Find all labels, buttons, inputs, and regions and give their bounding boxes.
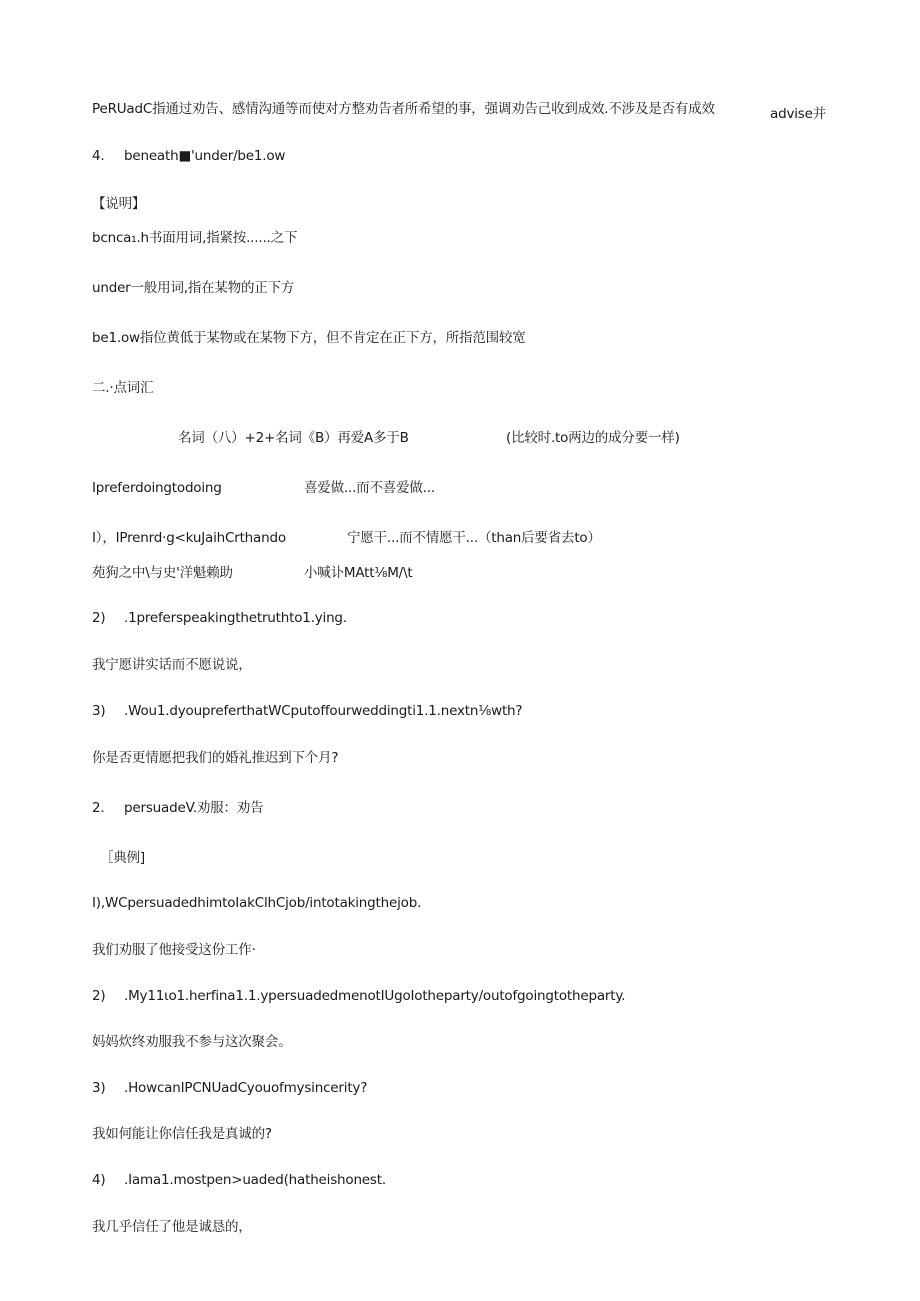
- line-under-usage: under一般用词,指在某物的正下方: [92, 280, 295, 296]
- example-translation: 妈妈炊终劝服我不参与这次聚会。: [92, 1034, 292, 1050]
- example-translation: 我宁愿讲实话而不愿说说，: [92, 657, 252, 673]
- example-sentence: [92, 609, 347, 627]
- paragraph-persuade-explanation: PeRUadC指通过劝告、感情沟通等而使对方整劝告者所希望的事，强调劝告己收到成效.不涉及是否有成效: [92, 101, 715, 117]
- example-number: 3): [92, 703, 106, 719]
- example-translation: 我几乎信任了他是诚恳的，: [92, 1219, 252, 1235]
- section-label-explanation: 【说明】: [92, 196, 146, 212]
- example-text: .Iama1.mostpen>uaded(hatheishonest.: [124, 1172, 386, 1188]
- line-prefer-doing-meaning: 喜爱做...而不喜爱做...: [304, 480, 435, 496]
- line-beneath-usage: bcnca₁.h书面用词,指紧按......之下: [92, 230, 298, 246]
- example-sentence: [92, 987, 625, 1005]
- item-number: 2.: [92, 800, 105, 816]
- example-translation: 你是否更情愿把我们的婚礼推迟到下个月?: [92, 750, 339, 766]
- example-number: 4): [92, 1172, 106, 1188]
- example-sentence: I),WCpersuadedhimtoIakClhCjob/intotakingthejob.: [92, 895, 422, 911]
- line-garbled-chinese: 苑狗之中\与史'洋魁赖助: [92, 565, 233, 581]
- item-persuade-heading: [92, 799, 263, 817]
- item-text: persuadeV.劝服：劝告: [124, 800, 264, 816]
- item-beneath-heading: [92, 147, 285, 165]
- example-text: .HowcanIPCNUadCyouofmysincerity?: [124, 1080, 368, 1096]
- example-translation: 我如何能让你信任我是真诚的?: [92, 1126, 272, 1142]
- section-label-examples: ［典例]: [100, 850, 145, 866]
- example-number: 3): [92, 1080, 106, 1096]
- example-number: 2): [92, 988, 106, 1004]
- line-below-usage: be1.ow指位黄低于某物或在某物下方，但不肯定在正下方，所指范围较宽: [92, 330, 526, 346]
- section-heading-vocabulary: 二.·点词汇: [92, 380, 154, 396]
- example-text: .Wou1.dyoupreferthatWCputoffourweddingti1.1.nextn⅛wth?: [124, 703, 523, 719]
- line-prefer-rather-than-meaning: 宁愿干...而不情愿干...（than后要省去to）: [347, 530, 601, 546]
- line-prefer-formula-note: (比较时.to两边的成分要一样): [506, 430, 680, 446]
- example-number: 2): [92, 610, 106, 626]
- example-sentence: [92, 1079, 367, 1097]
- line-prefer-rather-than: I），IPrenrd·g<kuJaihCrthando: [92, 530, 286, 546]
- item-number: 4.: [92, 148, 105, 164]
- line-garbled-chinese-right: 小喊讣MAtt⅛M∕\t: [304, 565, 413, 581]
- example-text: .1preferspeakingthetruthto1.ying.: [124, 610, 347, 626]
- example-text: .My11ιo1.herfina1.1.ypersuadedmenotIUgoIotheparty/outofgoingtotheparty.: [124, 988, 626, 1004]
- paragraph-advise-fragment: advise并: [770, 106, 827, 122]
- example-sentence: [92, 702, 522, 720]
- example-sentence: [92, 1171, 386, 1189]
- item-text: beneath■'under/be1.ow: [124, 148, 286, 164]
- example-translation: 我们劝服了他接受这份工作·: [92, 942, 256, 958]
- line-prefer-formula: 名词（八）+2+名词《B）再爱A多于B: [178, 430, 409, 446]
- line-prefer-doing: Ipreferdoingtodoing: [92, 480, 222, 496]
